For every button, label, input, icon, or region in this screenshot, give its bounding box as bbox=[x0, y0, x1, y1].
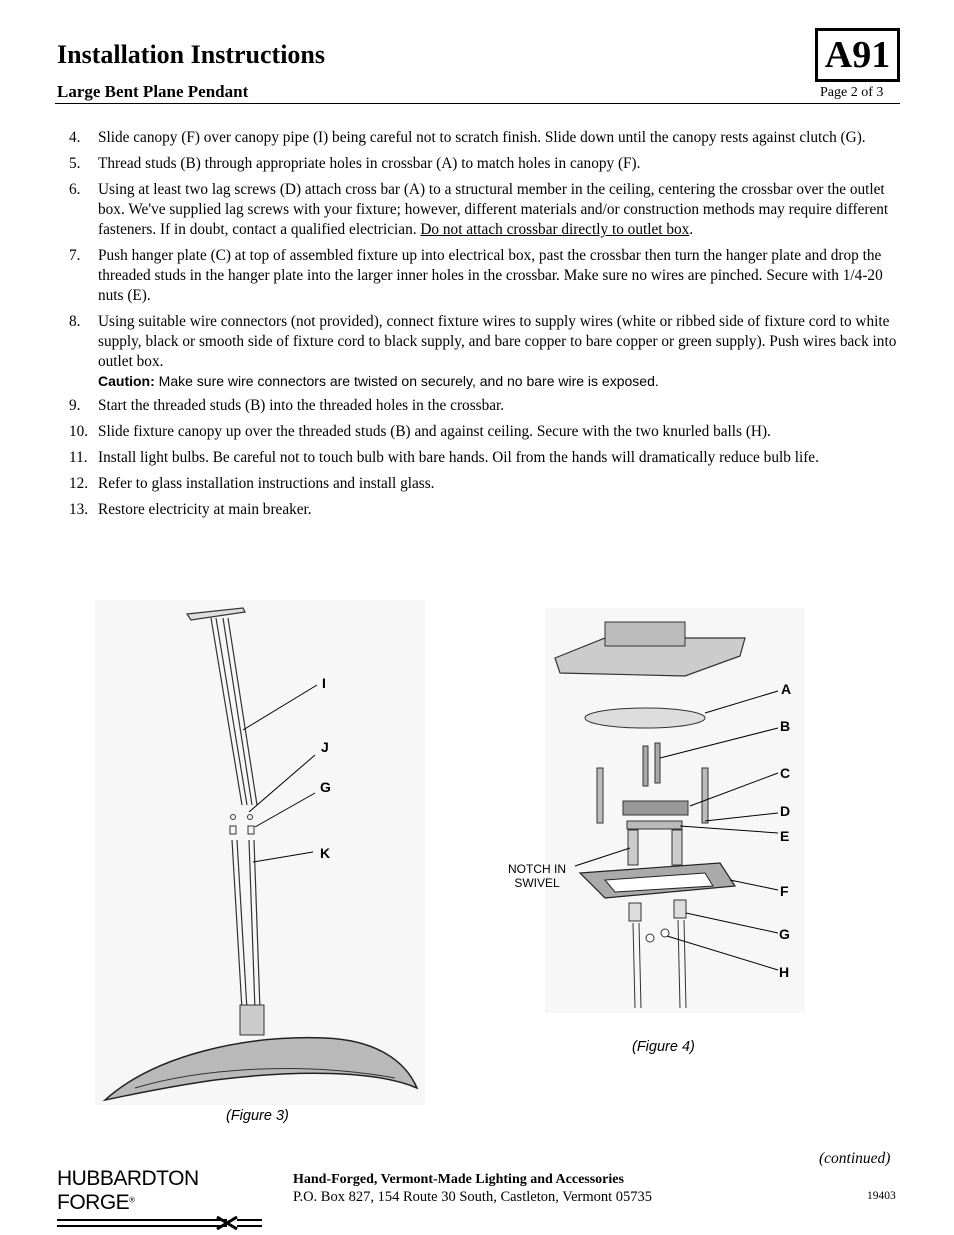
step-item bbox=[57, 180, 897, 240]
step-text: Slide fixture canopy up over the threaded studs (B) and against ceiling. Secure with the two knurled balls (H). bbox=[98, 423, 771, 440]
step-text: Push hanger plate (C) at top of assembled fixture up into electrical box, past the crossbar then turn the hanger plate and drop the threaded studs in the hanger plate into the larger inner holes in the crossbar. Make sure no wires are pinched. Secure with 1/4-20 nuts (E). bbox=[98, 247, 883, 304]
fig4-label-a: A bbox=[781, 681, 792, 697]
hubbardton-forge-logo bbox=[57, 1167, 267, 1214]
step-item bbox=[57, 396, 897, 416]
page-number: Page 2 of 3 bbox=[820, 85, 884, 100]
step-item bbox=[57, 500, 897, 520]
fig4-label-d: D bbox=[780, 803, 791, 819]
document-code: 19403 bbox=[867, 1190, 896, 1202]
step-number: 11. bbox=[69, 449, 88, 466]
caution-label: Caution: bbox=[98, 373, 155, 389]
caution-note bbox=[98, 372, 897, 390]
step-text: Slide canopy (F) over canopy pipe (I) being careful not to scratch finish. Slide down until the canopy rests against clutch (G). bbox=[98, 129, 866, 146]
step-number: 13. bbox=[69, 501, 89, 518]
registered-mark: ® bbox=[129, 1195, 136, 1205]
logo-wordmark: HUBBARDTON FORGE bbox=[57, 1167, 199, 1214]
figure-3-caption: (Figure 3) bbox=[226, 1108, 289, 1124]
step-number: 6. bbox=[69, 181, 81, 198]
step-number: 12. bbox=[69, 475, 89, 492]
figure-4-caption: (Figure 4) bbox=[632, 1039, 695, 1055]
continued-note: (continued) bbox=[819, 1150, 891, 1167]
caution-text: Make sure wire connectors are twisted on securely, and no bare wire is exposed. bbox=[154, 373, 659, 389]
header-divider bbox=[55, 103, 900, 104]
step-text: Restore electricity at main breaker. bbox=[98, 501, 312, 518]
step-item bbox=[57, 474, 897, 494]
step-item bbox=[57, 128, 897, 148]
model-badge: A91 bbox=[815, 28, 900, 82]
step-item bbox=[57, 154, 897, 174]
fig3-label-g: G bbox=[320, 779, 331, 795]
fig4-label-g: G bbox=[779, 926, 790, 942]
figure-3-pendant-drawing bbox=[95, 600, 425, 1105]
step-number: 7. bbox=[69, 247, 81, 264]
step-number: 10. bbox=[69, 423, 89, 440]
fig4-label-c: C bbox=[780, 765, 791, 781]
notch-in-swivel-label bbox=[504, 862, 570, 890]
step-item bbox=[57, 246, 897, 306]
step-text-tail: . bbox=[689, 221, 694, 238]
logo-underline-icon bbox=[57, 1216, 262, 1230]
step-text: Start the threaded studs (B) into the threaded holes in the crossbar. bbox=[98, 397, 505, 414]
fig4-label-f: F bbox=[780, 883, 789, 899]
step-item bbox=[57, 448, 897, 468]
step-text: Using suitable wire connectors (not provided), connect fixture wires to supply wires (white or ribbed side of fixture cord to white supply, black or smooth side of fixture cord to black supply, and bare copper to bare copper or green supply). Push wires back into outlet box. bbox=[98, 313, 897, 370]
fig4-label-b: B bbox=[780, 718, 791, 734]
fig3-label-k: K bbox=[320, 845, 331, 861]
step-item bbox=[57, 312, 897, 390]
step-text: Install light bulbs. Be careful not to touch bulb with bare hands. Oil from the hands will dramatically reduce bulb life. bbox=[98, 449, 819, 466]
fig3-label-j: J bbox=[321, 739, 329, 755]
footer-tagline: Hand-Forged, Vermont-Made Lighting and Accessories bbox=[293, 1172, 624, 1187]
fig4-label-h: H bbox=[779, 964, 790, 980]
fig3-label-i: I bbox=[322, 675, 326, 691]
notch-label-line2: SWIVEL bbox=[514, 876, 560, 890]
step-item bbox=[57, 422, 897, 442]
figure-4-mounting-drawing bbox=[545, 608, 805, 1013]
fig4-label-e: E bbox=[780, 828, 790, 844]
step-number: 4. bbox=[69, 129, 81, 146]
step-text: Refer to glass installation instructions and install glass. bbox=[98, 475, 435, 492]
step-text: Using at least two lag screws (D) attach cross bar (A) to a structural member in the ceiling, centering the crossbar over the outlet box. We've supplied lag screws with your fixture; however, different materials and/or construction methods may require different fasteners. If in doubt, contact a qualified electrician. bbox=[98, 181, 889, 238]
step-number: 5. bbox=[69, 155, 81, 172]
page-title: Installation Instructions bbox=[57, 40, 325, 69]
notch-label-line1: NOTCH IN bbox=[508, 862, 566, 876]
step-number: 8. bbox=[69, 313, 81, 330]
step-warning-underlined: Do not attach crossbar directly to outlet box bbox=[420, 221, 690, 238]
product-name: Large Bent Plane Pendant bbox=[57, 82, 249, 101]
footer-address: P.O. Box 827, 154 Route 30 South, Castleton, Vermont 05735 bbox=[293, 1189, 653, 1205]
step-number: 9. bbox=[69, 397, 81, 414]
instruction-steps bbox=[57, 128, 897, 526]
step-text: Thread studs (B) through appropriate holes in crossbar (A) to match holes in canopy (F). bbox=[98, 155, 641, 172]
